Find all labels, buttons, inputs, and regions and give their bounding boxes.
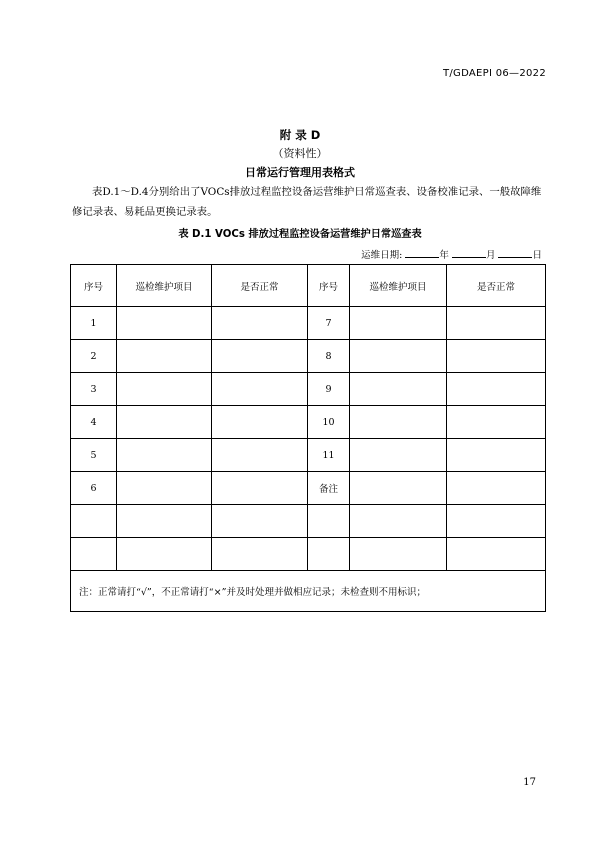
status-cell xyxy=(447,439,546,472)
table-row xyxy=(71,505,546,538)
row-number: 4 xyxy=(71,406,117,439)
table-row xyxy=(71,307,546,340)
remarks-label: 备注 xyxy=(308,472,350,505)
row-number: 5 xyxy=(71,439,117,472)
table-row xyxy=(71,406,546,439)
appendix-title: 附 录 D xyxy=(279,128,321,142)
date-line xyxy=(361,247,542,261)
appendix-subtitle: （资料性） xyxy=(272,147,328,160)
status-cell xyxy=(212,406,308,439)
page-number: 17 xyxy=(523,777,536,788)
item-cell xyxy=(350,340,447,373)
row-number xyxy=(308,538,350,571)
item-cell xyxy=(117,406,212,439)
item-cell xyxy=(117,340,212,373)
status-cell xyxy=(447,373,546,406)
appendix-heading: 日常运行管理用表格式 xyxy=(245,166,355,179)
header-cell: 巡检维护项目 xyxy=(350,265,447,307)
item-cell xyxy=(117,472,212,505)
date-day-blank xyxy=(498,248,532,258)
item-cell xyxy=(350,307,447,340)
row-number: 3 xyxy=(71,373,117,406)
item-cell xyxy=(350,373,447,406)
row-number: 9 xyxy=(308,373,350,406)
document-id: T/GDAEPI 06—2022 xyxy=(442,68,546,79)
header-cell: 是否正常 xyxy=(212,265,308,307)
table-row xyxy=(71,340,546,373)
status-cell xyxy=(212,472,308,505)
status-cell xyxy=(212,505,308,538)
header-cell: 是否正常 xyxy=(447,265,546,307)
row-number xyxy=(71,538,117,571)
row-number: 1 xyxy=(71,307,117,340)
date-label: 运维日期: xyxy=(361,250,403,261)
item-cell xyxy=(117,538,212,571)
table-row xyxy=(71,373,546,406)
status-cell xyxy=(447,472,546,505)
table-note: 注：正常请打“√”，不正常请打“×”并及时处理并做相应记录；未检查则不用标识； xyxy=(71,571,546,612)
row-number: 6 xyxy=(71,472,117,505)
date-year-label: 年 xyxy=(439,250,449,261)
item-cell xyxy=(350,505,447,538)
date-year-blank xyxy=(405,248,439,258)
status-cell xyxy=(212,538,308,571)
item-cell xyxy=(350,406,447,439)
status-cell xyxy=(212,439,308,472)
status-cell xyxy=(447,505,546,538)
item-cell xyxy=(117,439,212,472)
date-month-blank xyxy=(452,248,486,258)
item-cell xyxy=(350,472,447,505)
body-paragraph: 表D.1～D.4分别给出了VOCs排放过程监控设备运营维护日常巡查表、设备校准记录、一般故障维修记录表、易耗品更换记录表。 xyxy=(72,186,542,218)
date-day-label: 日 xyxy=(532,250,542,261)
item-cell xyxy=(117,505,212,538)
header-cell: 序号 xyxy=(308,265,350,307)
table-row xyxy=(71,538,546,571)
header-cell: 序号 xyxy=(71,265,117,307)
row-number xyxy=(71,505,117,538)
status-cell xyxy=(212,340,308,373)
status-cell xyxy=(212,373,308,406)
status-cell xyxy=(212,307,308,340)
item-cell xyxy=(117,307,212,340)
date-month-label: 月 xyxy=(485,250,496,261)
item-cell xyxy=(117,373,212,406)
status-cell xyxy=(447,406,546,439)
status-cell xyxy=(447,307,546,340)
table-header-row xyxy=(71,265,546,307)
row-number: 11 xyxy=(308,439,350,472)
status-cell xyxy=(447,340,546,373)
inspection-table xyxy=(70,264,546,612)
row-number: 2 xyxy=(71,340,117,373)
header-cell: 巡检维护项目 xyxy=(117,265,212,307)
item-cell xyxy=(350,439,447,472)
table-caption: 表 D.1 VOCs 排放过程监控设备运营维护日常巡查表 xyxy=(178,229,422,240)
row-number: 10 xyxy=(308,406,350,439)
table-note-row xyxy=(71,571,546,612)
row-number xyxy=(308,505,350,538)
row-number: 7 xyxy=(308,307,350,340)
table-row xyxy=(71,439,546,472)
row-number: 8 xyxy=(308,340,350,373)
table-row xyxy=(71,472,546,505)
status-cell xyxy=(447,538,546,571)
item-cell xyxy=(350,538,447,571)
